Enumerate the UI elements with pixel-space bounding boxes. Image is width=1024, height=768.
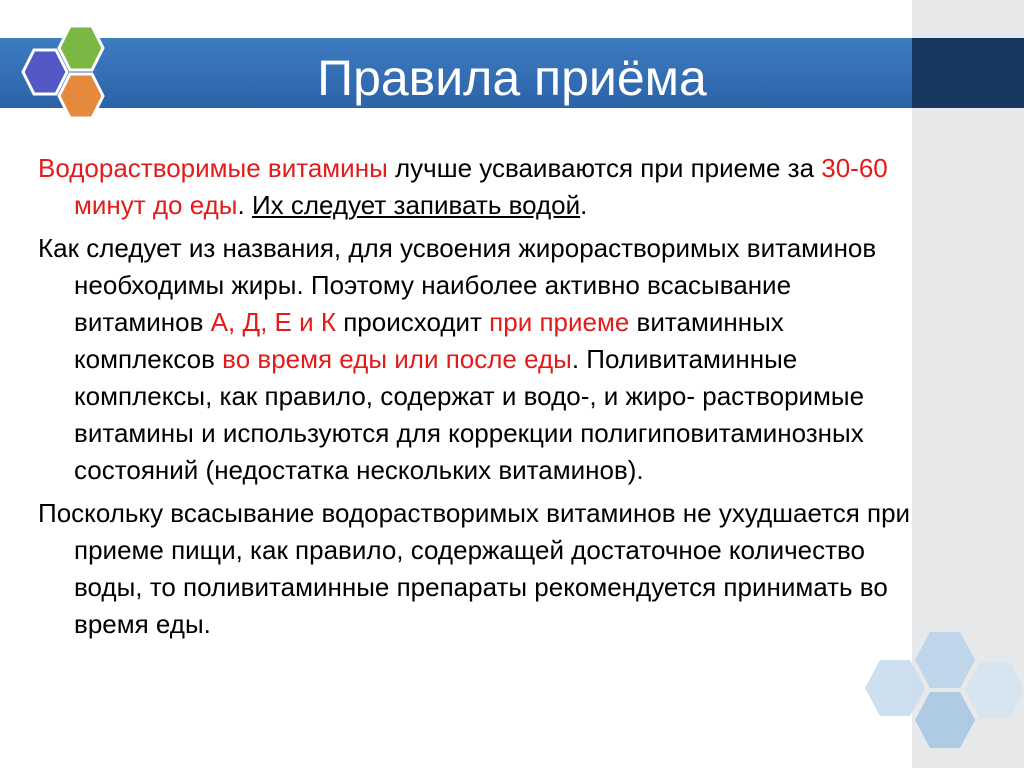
text-run-underlined: Их следует запивать водой: [251, 190, 581, 220]
slide-title: Правила приёма: [317, 50, 707, 106]
text-run: происходит: [335, 307, 490, 337]
text-run: А, Д, Е и К: [210, 307, 336, 337]
text-run: Водорастворимые витамины: [38, 153, 388, 183]
paragraph-multivitamin-advice: [38, 495, 918, 643]
text-run: Поскольку всасывание водорастворимых витаминов не ухудшается при приеме пищи, как правило, содержащей достаточное количество воды, то поливитаминные препараты рекомендуется принимать во время еды.: [38, 498, 911, 639]
text-run: . Поливитаминные комплексы, как правило, содержат и водо-, и жиро- растворимые витамины и используются для коррекции полигиповитаминозных состояний (недостатка нескольких витаминов).: [74, 344, 865, 485]
text-run: во время еды или после еды: [222, 344, 572, 374]
text-run: витаминных комплексов: [74, 307, 784, 374]
text-run: лучше усваиваются при приеме за: [387, 153, 822, 183]
text-run: .: [237, 190, 252, 220]
text-run: Как следует из названия, для усвоения жирорастворимых витаминов необходимы жиры. Поэтому наиболее активно всасывание витаминов: [38, 233, 877, 337]
text-run: при приеме: [489, 307, 630, 337]
slide-body: [38, 150, 918, 649]
paragraph-fat-soluble: [38, 230, 918, 489]
text-run: .: [580, 190, 588, 220]
right-side-strip: [912, 0, 1024, 768]
text-run: 30-60 минут до еды: [74, 153, 888, 220]
paragraph-water-soluble: [38, 150, 918, 224]
